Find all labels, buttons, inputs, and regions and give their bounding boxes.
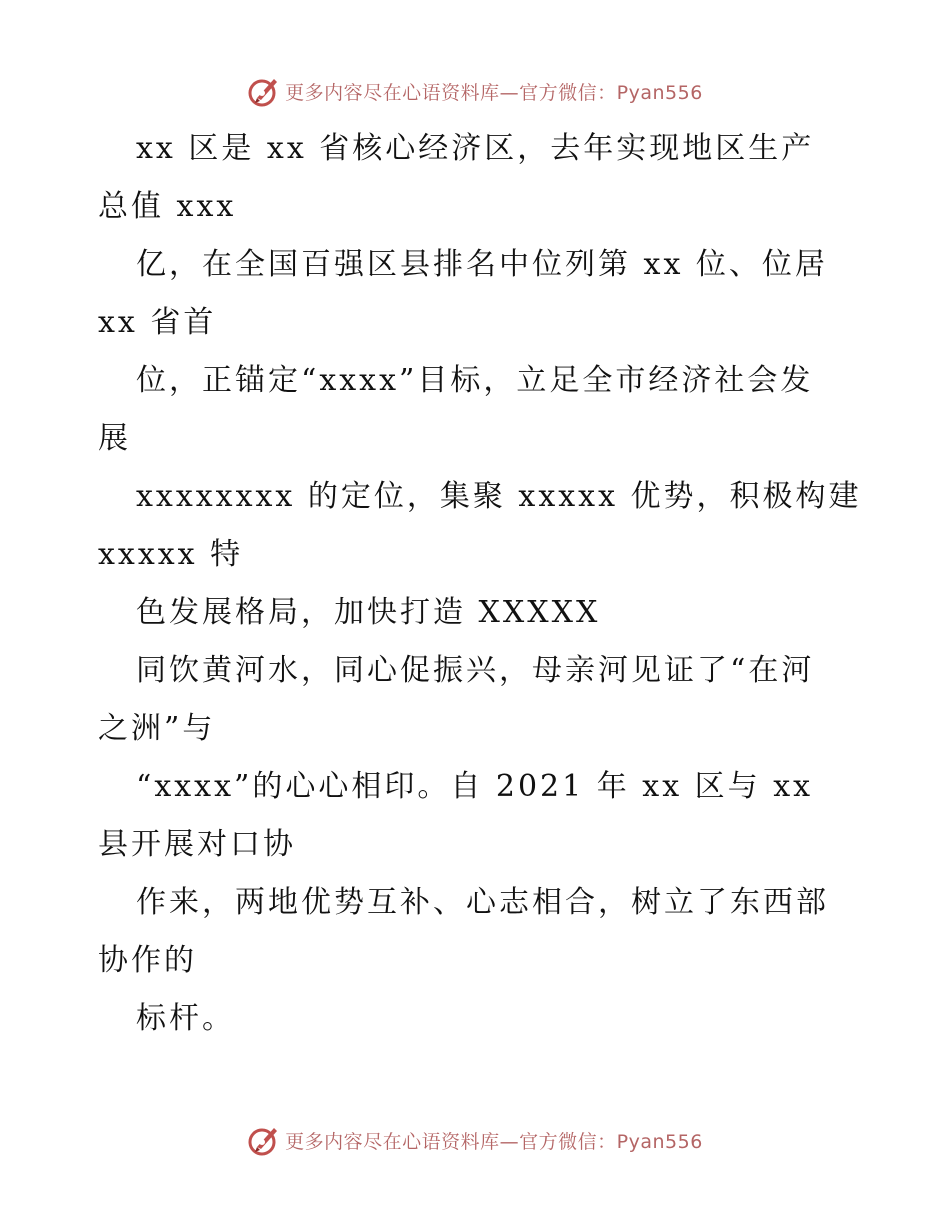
quill-pen-logo-icon — [247, 1123, 281, 1157]
footer-watermark — [0, 1120, 950, 1160]
paragraph-line: xx 省首 — [98, 305, 217, 340]
paragraph-line: “xxxx”的心心相印。自 2021 年 xx 区与 xx — [136, 769, 814, 804]
paragraph-line: 位，正锚定“xxxx”目标，立足全市经济社会发 — [136, 363, 814, 398]
paragraph-line: 协作的 — [98, 943, 197, 978]
paragraph-line: xxxxx 特 — [98, 537, 244, 572]
paragraph-line: 同饮黄河水，同心促振兴，母亲河见证了“在河 — [136, 653, 815, 688]
paragraph-line: 总值 xxx — [98, 189, 237, 224]
paragraph-line: xx 区是 xx 省核心经济区，去年实现地区生产 — [136, 131, 815, 166]
paragraph-line: 展 — [98, 421, 131, 456]
paragraph-line: 标杆。 — [136, 1001, 235, 1036]
paragraph-line: 县开展对口协 — [98, 827, 296, 862]
quill-pen-logo-icon — [247, 74, 281, 108]
paragraph-line: 色发展格局，加快打造 XXXXX — [136, 595, 601, 630]
paragraph-line: 之洲”与 — [98, 711, 216, 746]
document-body — [98, 120, 862, 1048]
paragraph-line: xxxxxxxx 的定位，集聚 xxxxx 优势，积极构建 — [136, 479, 862, 514]
watermark-text: 更多内容尽在心语资料库—官方微信：Pyan556 — [285, 1130, 703, 1153]
paragraph-line: 亿，在全国百强区县排名中位列第 xx 位、位居 — [136, 247, 828, 282]
watermark-text: 更多内容尽在心语资料库—官方微信：Pyan556 — [285, 81, 703, 104]
paragraph-line: 作来，两地优势互补、心志相合，树立了东西部 — [136, 885, 829, 920]
header-watermark — [0, 71, 950, 111]
